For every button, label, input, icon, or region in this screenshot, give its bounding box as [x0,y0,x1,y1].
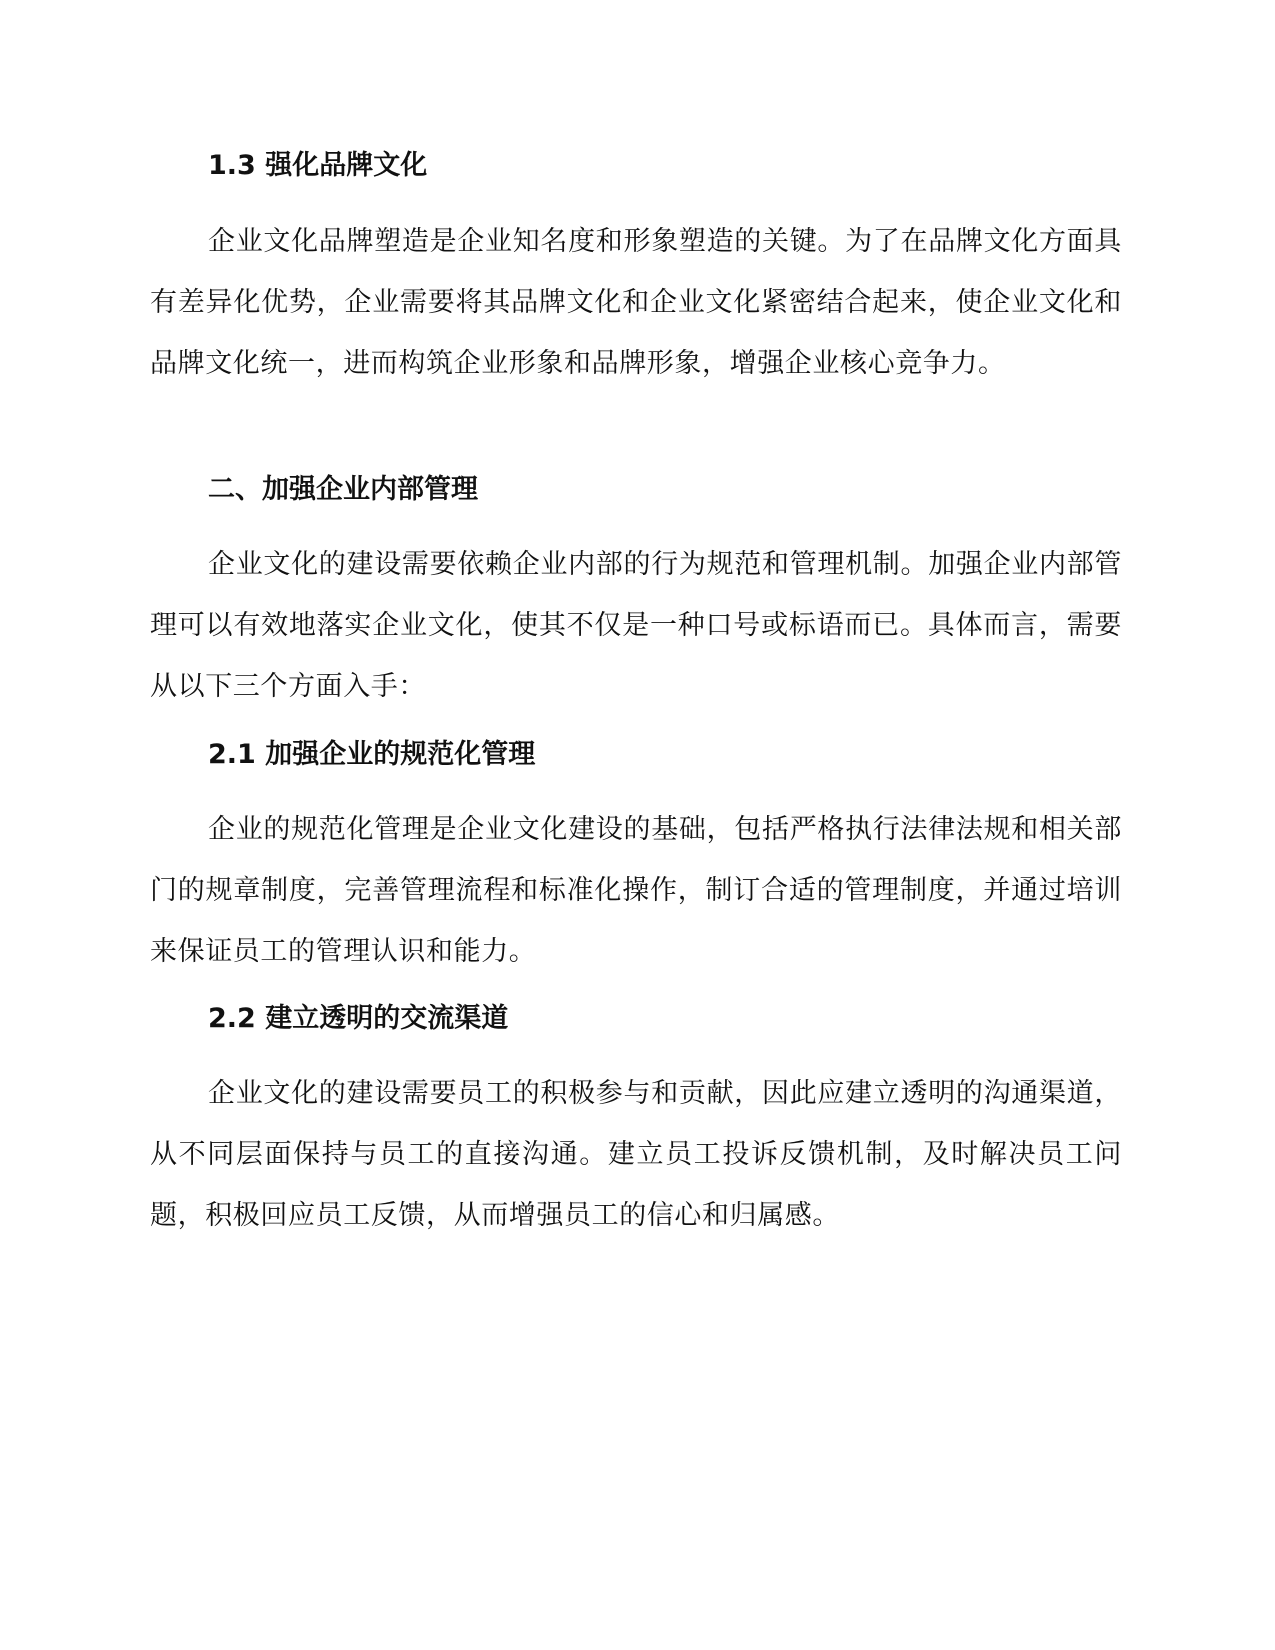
section-heading-2-2: 2.2 建立透明的交流渠道 [208,1003,509,1034]
section-paragraph-1-3: 企业文化品牌塑造是企业知名度和形象塑造的关键。为了在品牌文化方面具有差异化优势，企业需要将其品牌文化和企业文化紧密结合起来，使企业文化和品牌文化统一，进而构筑企业形象和品牌形象，增强企业核心竞争力。 [150,226,1122,379]
section-paragraph-2: 企业文化的建设需要依赖企业内部的行为规范和管理机制。加强企业内部管理可以有效地落实企业文化，使其不仅是一种口号或标语而已。具体而言，需要从以下三个方面入手： [150,549,1122,702]
section-heading-1-3: 1.3 强化品牌文化 [208,150,428,181]
section-heading-2: 二、加强企业内部管理 [208,474,478,505]
section-heading-2-1: 2.1 加强企业的规范化管理 [208,739,536,770]
section-paragraph-2-1: 企业的规范化管理是企业文化建设的基础，包括严格执行法律法规和相关部门的规章制度，完善管理流程和标准化操作，制订合适的管理制度，并通过培训来保证员工的管理认识和能力。 [150,814,1122,967]
section-paragraph-2-2: 企业文化的建设需要员工的积极参与和贡献，因此应建立透明的沟通渠道，从不同层面保持与员工的直接沟通。建立员工投诉反馈机制，及时解决员工问题，积极回应员工反馈，从而增强员工的信心和归属感。 [150,1078,1122,1231]
